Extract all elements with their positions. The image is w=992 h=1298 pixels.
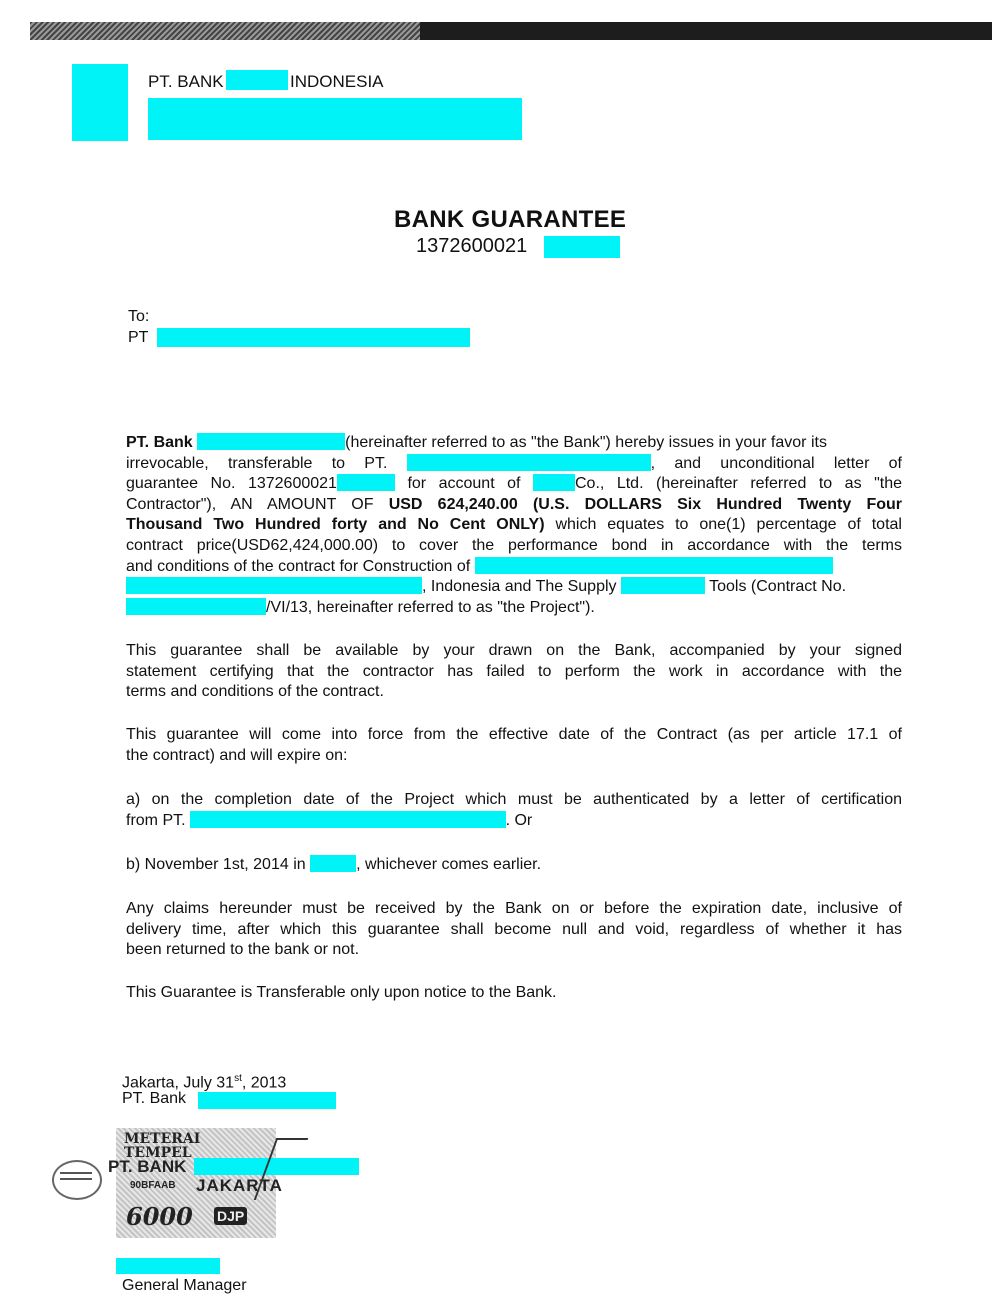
document-title: BANK GUARANTEE [394,206,627,233]
p1-line8b: Tools (Contract No. [709,578,847,596]
p1-line1: (hereinafter referred to as "the Bank") hereby issues in your favor its [345,434,827,451]
paragraph-transferable [126,983,902,1004]
stamp-line1: METERAI [124,1131,201,1147]
redacted-certifier [190,811,506,828]
redacted-supply-item [621,577,705,594]
redacted-location [310,855,356,872]
p3-line2: the contract) and will expire on: [126,746,348,764]
place-date-text: Jakarta, July 31 [122,1074,235,1092]
clause-b [126,855,902,876]
stamp-bank: PT. BANK [108,1157,187,1176]
p1-line7: and conditions of the contract for Construction of [126,557,471,575]
clause-b-text-a: b) November 1st, 2014 in [126,856,306,873]
paragraph-validity [126,725,902,766]
bank-label: PT. Bank [126,434,193,451]
letterhead-country: INDONESIA [290,72,384,91]
amount-figure: USD 624,240.00 (U.S. DOLLARS Six Hundred Twenty Four [388,495,903,513]
p2-line3: terms and conditions of the contract. [126,683,384,701]
p1-line5b: which equates to one(1) percentage of total [555,516,902,534]
clause-a-line1: a) on the completion date of the Project which must be authenticated by a letter of certification [126,791,902,808]
to-pt: PT [128,329,149,346]
p1-line4a: Contractor"), AN AMOUNT OF [126,495,374,513]
clause-b-text-b: , whichever comes earlier. [356,856,542,873]
redacted-contract-no [126,598,266,615]
stamp-value: 6000 [126,1202,193,1231]
p1-line3c: Co., Ltd. (hereinafter referred to as "the [574,475,902,493]
stamp-city: JAKARTA [196,1176,283,1195]
redacted-guarantee-no [337,474,395,491]
p4-line1: Any claims hereunder must be received by the Bank on or before the expiration date, inclusive of [126,900,902,917]
place-date-sup: st [234,1073,242,1084]
redacted-bank-name [226,70,288,90]
p1-line6: contract price(USD62,424,000.00) to cover the performance bond in accordance with the terms [126,536,902,554]
p1-line2b: , and unconditional letter of [650,454,902,472]
paragraph-claims [126,899,902,961]
p2-line1: This guarantee shall be available by your drawn on the Bank, accompanied by your signed [126,642,902,659]
p1-line9: /VI/13, hereinafter referred to as "the Project"). [266,598,595,616]
redacted-contractor [533,474,575,491]
redacted-beneficiary [157,328,470,347]
scan-top-bar-dark [420,22,992,40]
redacted-logo [72,64,128,141]
bank-seal-icon [52,1160,102,1200]
clause-a [126,790,902,831]
p4-line2: delivery time, after which this guarantee shall become null and void, regardless of whether it has [126,920,902,938]
place-date-year: , 2013 [241,1074,287,1092]
p1-line3a: guarantee No. 1372600021 [126,475,337,493]
paragraph-availability [126,641,902,703]
amount-words: Thousand Two Hundred forty and No Cent ONLY) [126,516,545,534]
p1-line3b: for account of [407,475,521,493]
letterhead-bank-name: PT. BANK [148,72,224,91]
redacted-project-name [475,557,833,574]
letterhead-bank [148,72,224,92]
stamp-code: 90BFAAB [130,1180,176,1191]
stamp-djp: DJP [214,1207,247,1225]
signatory-title: General Manager [122,1277,247,1294]
p4-line3: been returned to the bank or not. [126,941,360,959]
redacted-bank [197,433,345,450]
redacted-signatory-name [116,1258,220,1274]
paragraph-guarantee-terms [126,433,902,618]
stamp-line2: TEMPEL [124,1145,192,1161]
to-label: To: [128,308,150,325]
redacted-guarantee-suffix [544,236,620,258]
redacted-project-location [126,577,422,594]
closing-bank: PT. Bank [122,1090,187,1107]
clause-a-line2a: from PT. [126,811,186,829]
clause-a-line2b: . Or [505,811,533,829]
p2-line2: statement certifying that the contractor has failed to perform the work in accordance with the [126,662,902,680]
p5-line1: This Guarantee is Transferable only upon notice to the Bank. [126,984,557,1001]
p3-line1: This guarantee will come into force from the effective date of the Contract (as per article 17.1 of [126,726,902,743]
p1-line8a: , Indonesia and The Supply [422,578,617,596]
redacted-closing-bank [198,1092,336,1109]
redacted-transferee [407,454,651,471]
p1-line2a: irrevocable, transferable to PT. [126,454,388,472]
guarantee-number: 1372600021 [416,235,528,257]
redacted-address [148,98,522,140]
